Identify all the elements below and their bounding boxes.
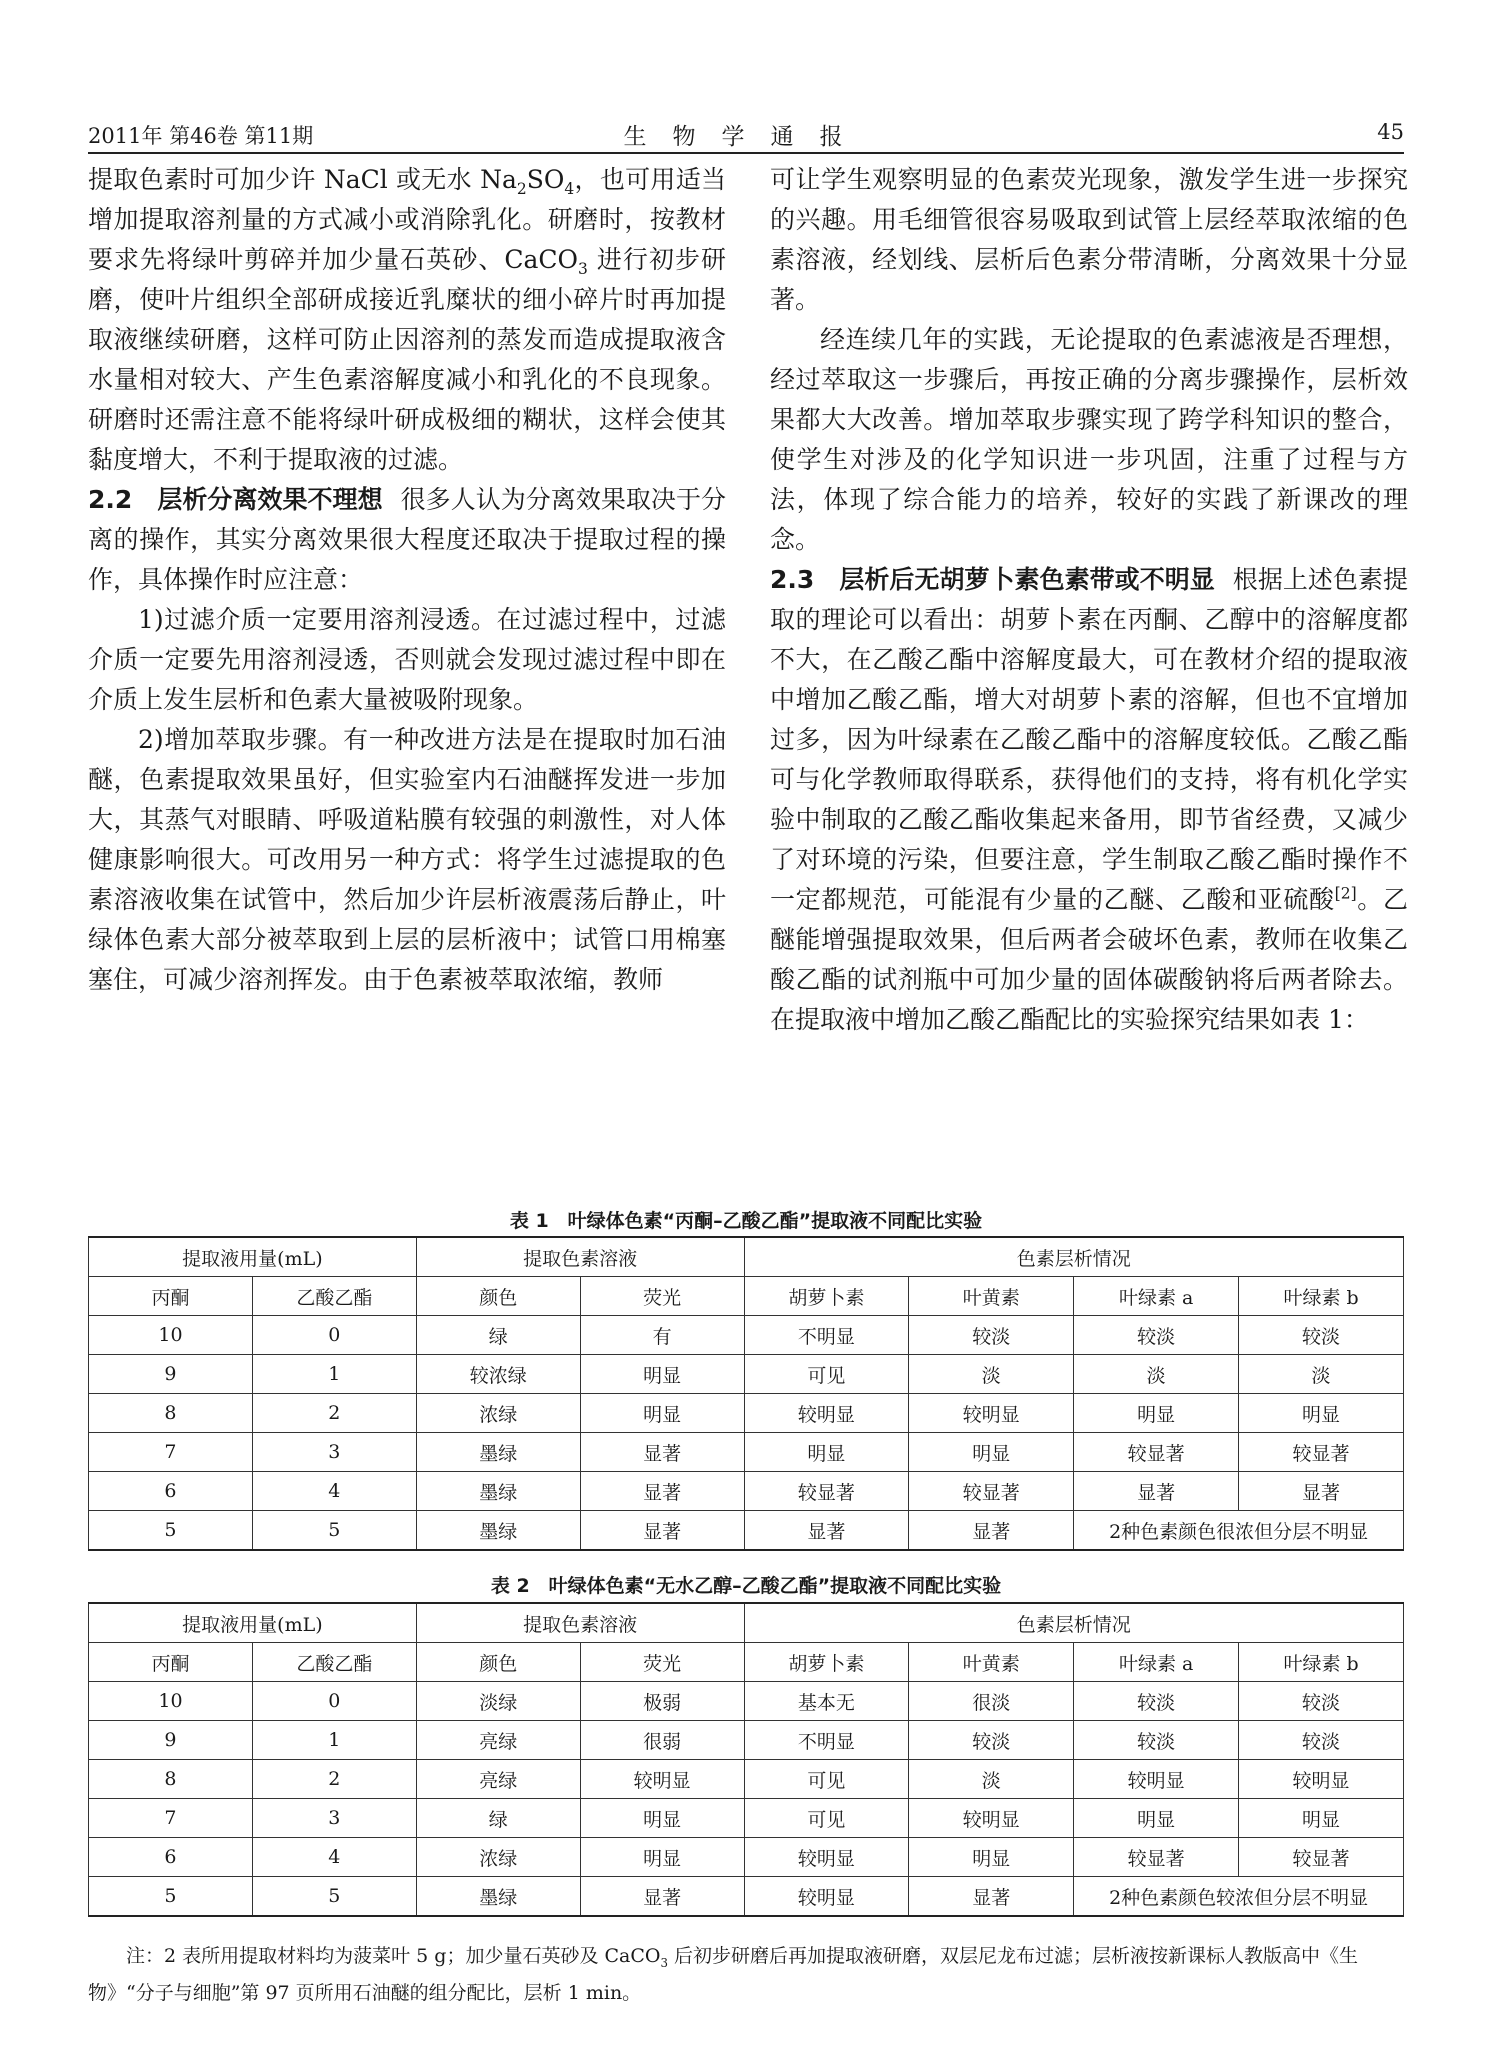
table-cell: 5 (252, 1511, 416, 1551)
column-header-cell: 丙酮 (89, 1643, 253, 1682)
table-cell: 6 (89, 1838, 253, 1877)
table-cell: 5 (89, 1511, 253, 1551)
group-header-cell: 提取液用量(mL) (89, 1237, 417, 1277)
table-cell: 不明显 (744, 1316, 909, 1355)
table-cell: 较淡 (1074, 1682, 1239, 1721)
table-cell: 淡 (1074, 1355, 1239, 1394)
column-header-cell: 乙酸乙酯 (252, 1277, 416, 1316)
subscript: 3 (660, 1955, 668, 1970)
table-row (89, 1760, 1404, 1799)
table-cell: 很弱 (580, 1721, 744, 1760)
table-cell: 明显 (580, 1355, 744, 1394)
table-cell: 明显 (909, 1838, 1074, 1877)
running-header (88, 116, 1404, 154)
paragraph-filter-medium: 1)过滤介质一定要用溶剂浸透。在过滤过程中，过滤介质一定要先用溶剂浸透，否则就会发现过滤过程中即在介质上发生层析和色素大量被吸附现象。 (88, 605, 726, 714)
text-run: 进行初步研磨，使叶片组织全部研成接近乳糜状的细小碎片时再加提取液继续研磨，这样可防止因溶剂的蒸发而造成提取液含水量相对较大、产生色素溶解度减小和乳化的不良现象。研磨时还需注意不能将绿叶研成极细的糊状，这样会使其黏度增大，不利于提取液的过滤。 (88, 245, 726, 474)
table-cell: 较淡 (1239, 1316, 1404, 1355)
text-run: 提取色素时可加少许 NaCl 或无水 Na (88, 165, 517, 194)
table-cell: 3 (252, 1799, 416, 1838)
table-cell: 4 (252, 1838, 416, 1877)
table-cell: 明显 (1074, 1799, 1239, 1838)
table-row (89, 1511, 1404, 1551)
table-cell: 1 (252, 1355, 416, 1394)
table-group-header-row (89, 1237, 1404, 1277)
table-cell: 较淡 (1074, 1316, 1239, 1355)
column-header-cell: 叶黄素 (909, 1643, 1074, 1682)
table-cell: 墨绿 (416, 1877, 580, 1917)
table-row (89, 1838, 1404, 1877)
column-header-cell: 乙酸乙酯 (252, 1643, 416, 1682)
journal-issue: 2011年 第46卷 第11期 (88, 124, 314, 148)
column-header-cell: 丙酮 (89, 1277, 253, 1316)
table-cell: 淡 (1239, 1355, 1404, 1394)
column-header-cell: 荧光 (580, 1277, 744, 1316)
table-cell: 可见 (744, 1799, 909, 1838)
table-cell: 7 (89, 1433, 253, 1472)
table-cell: 墨绿 (416, 1433, 580, 1472)
table-cell: 淡 (909, 1760, 1074, 1799)
table-column-header-row (89, 1277, 1404, 1316)
table-cell: 2种色素颜色很浓但分层不明显 (1074, 1511, 1404, 1551)
section-number: 2.2 (88, 485, 133, 514)
table-cell: 3 (252, 1433, 416, 1472)
table-cell: 2 (252, 1394, 416, 1433)
column-header-cell: 荧光 (580, 1643, 744, 1682)
table-cell: 较明显 (909, 1394, 1074, 1433)
table-column-header-row (89, 1643, 1404, 1682)
table-cell: 4 (252, 1472, 416, 1511)
column-header-cell: 颜色 (416, 1643, 580, 1682)
column-header-cell: 叶绿素 a (1074, 1643, 1239, 1682)
table-cell: 较明显 (744, 1394, 909, 1433)
table-cell: 较明显 (909, 1799, 1074, 1838)
table-cell: 明显 (1239, 1394, 1404, 1433)
table-cell: 显著 (580, 1433, 744, 1472)
text-run: ，也可用适当增加提取溶剂量的方式减小或消除乳化。研磨时，按教材要求先将绿叶剪碎并加少量石英砂、CaCO (88, 165, 726, 274)
table-1-caption: 表 1 叶绿体色素“丙酮–乙酸乙酯”提取液不同配比实验 (509, 1210, 983, 1232)
table-cell: 淡 (909, 1355, 1074, 1394)
group-header-cell: 提取色素溶液 (416, 1603, 744, 1643)
table-cell: 绿 (416, 1799, 580, 1838)
table-cell: 较显著 (1074, 1838, 1239, 1877)
table-cell: 墨绿 (416, 1472, 580, 1511)
column-header-cell: 叶绿素 b (1239, 1643, 1404, 1682)
table-cell: 9 (89, 1355, 253, 1394)
paragraph-fluorescence: 可让学生观察明显的色素荧光现象，激发学生进一步探究的兴趣。用毛细管很容易吸取到试管上层经萃取浓缩的色素溶液，经划线、层析后色素分带清晰，分离效果十分显著。 (770, 165, 1408, 314)
table-cell: 较淡 (1239, 1682, 1404, 1721)
group-header-cell: 提取色素溶液 (416, 1237, 744, 1277)
table-cell: 10 (89, 1316, 253, 1355)
table-cell: 明显 (744, 1433, 909, 1472)
table-cell: 5 (252, 1877, 416, 1917)
table-cell: 亮绿 (416, 1760, 580, 1799)
table-cell: 9 (89, 1721, 253, 1760)
section-text: 根据上述色素提取的理论可以看出：胡萝卜素在丙酮、乙醇中的溶解度都不大，在乙酸乙酯中溶解度最大，可在教材介绍的提取液中增加乙酸乙酯，增大对胡萝卜素的溶解，但也不宜增加过多，因为叶绿素在乙酸乙酯中的溶解度较低。乙酸乙酯可与化学教师取得联系，获得他们的支持，将有机化学实验中制取的乙酸乙酯收集起来备用，即节省经费，又减少了对环境的污染，但要注意，学生制取乙酸乙酯时操作不一定都规范，可能混有少量的乙醚、乙酸和亚硫酸 (770, 565, 1408, 914)
paragraph-extraction-step: 2)增加萃取步骤。有一种改进方法是在提取时加石油醚，色素提取效果虽好，但实验室内石油醚挥发进一步加大，其蒸气对眼睛、呼吸道粘膜有较强的刺激性，对人体健康影响很大。可改用另一种方式：将学生过滤提取的色素溶液收集在试管中，然后加少许层析液震荡后静止，叶绿体色素大部分被萃取到上层的层析液中；试管口用棉塞塞住，可减少溶剂挥发。由于色素被萃取浓缩，教师 (88, 725, 726, 994)
table-cell: 较明显 (744, 1838, 909, 1877)
table-cell: 6 (89, 1472, 253, 1511)
table-row (89, 1472, 1404, 1511)
subscript: 4 (564, 180, 575, 198)
table-cell: 很淡 (909, 1682, 1074, 1721)
paragraph-emulsion (88, 160, 726, 480)
table-cell: 较明显 (1239, 1760, 1404, 1799)
table-cell: 不明显 (744, 1721, 909, 1760)
table-cell: 明显 (1074, 1394, 1239, 1433)
group-header-cell: 色素层析情况 (744, 1603, 1404, 1643)
subscript: 3 (578, 260, 588, 278)
table-note (88, 1938, 1404, 2012)
table-cell: 较淡 (1239, 1721, 1404, 1760)
table-row (89, 1355, 1404, 1394)
table-cell: 明显 (580, 1799, 744, 1838)
table-cell: 浓绿 (416, 1838, 580, 1877)
table-cell: 较明显 (744, 1877, 909, 1917)
section-2-2 (88, 480, 726, 600)
table-cell: 明显 (1239, 1799, 1404, 1838)
table-cell: 较淡 (1074, 1721, 1239, 1760)
table-cell: 10 (89, 1682, 253, 1721)
table-2-caption: 表 2 叶绿体色素“无水乙醇–乙酸乙酯”提取液不同配比实验 (490, 1575, 1002, 1597)
table-cell: 较显著 (1239, 1433, 1404, 1472)
paragraph-practice: 经连续几年的实践，无论提取的色素滤液是否理想，经过萃取这一步骤后，再按正确的分离步骤操作，层析效果都大大改善。增加萃取步骤实现了跨学科知识的整合，使学生对涉及的化学知识进一步巩固，注重了过程与方法，体现了综合能力的培养，较好的实践了新课改的理念。 (770, 325, 1408, 554)
section-2-3 (770, 560, 1408, 1040)
section-title: 层析后无胡萝卜素色素带或不明显 (839, 565, 1215, 594)
table-cell: 显著 (1074, 1472, 1239, 1511)
table-cell: 亮绿 (416, 1721, 580, 1760)
table-cell: 显著 (909, 1511, 1074, 1551)
left-column (88, 160, 726, 1000)
table-row (89, 1721, 1404, 1760)
table-cell: 2种色素颜色较浓但分层不明显 (1074, 1877, 1404, 1917)
table-cell: 基本无 (744, 1682, 909, 1721)
table-row (89, 1799, 1404, 1838)
table-row (89, 1394, 1404, 1433)
table-row (89, 1877, 1404, 1917)
page-number: 45 (1377, 120, 1404, 144)
table-cell: 8 (89, 1760, 253, 1799)
column-header-cell: 叶绿素 b (1239, 1277, 1404, 1316)
column-header-cell: 胡萝卜素 (744, 1277, 909, 1316)
note-text: 后初步研磨后再加提取液研磨，双层尼龙布过滤；层析液按新课标人教版高中《生物》“分子与细胞”第 97 页所用石油醚的组分配比，层析 1 min。 (88, 1945, 1359, 2004)
right-column (770, 160, 1408, 1040)
table-cell: 较明显 (580, 1760, 744, 1799)
group-header-cell: 提取液用量(mL) (89, 1603, 417, 1643)
table-cell: 2 (252, 1760, 416, 1799)
table-cell: 7 (89, 1799, 253, 1838)
table-cell: 极弱 (580, 1682, 744, 1721)
table-cell: 显著 (580, 1472, 744, 1511)
table-cell: 显著 (580, 1877, 744, 1917)
table-cell: 绿 (416, 1316, 580, 1355)
table-cell: 0 (252, 1316, 416, 1355)
table-cell: 有 (580, 1316, 744, 1355)
table-cell: 5 (89, 1877, 253, 1917)
table-cell: 较显著 (1239, 1838, 1404, 1877)
table-cell: 较淡 (909, 1721, 1074, 1760)
table-2 (88, 1602, 1404, 1917)
table-cell: 显著 (909, 1877, 1074, 1917)
section-text: 很多人认为分离效果取决于分离的操作，其实分离效果很大程度还取决于提取过程的操作，具体操作时应注意： (88, 485, 726, 594)
note-text: 注：2 表所用提取材料均为菠菜叶 5 g；加少量石英砂及 CaCO (126, 1945, 661, 1967)
table-row (89, 1316, 1404, 1355)
table-cell: 0 (252, 1682, 416, 1721)
section-text: 。乙醚能增强提取效果，但后两者会破坏色素，教师在收集乙酸乙酯的试剂瓶中可加少量的固体碳酸钠将后两者除去。在提取液中增加乙酸乙酯配比的实验探究结果如表 1： (770, 885, 1408, 1034)
table-cell: 可见 (744, 1355, 909, 1394)
table-cell: 显著 (1239, 1472, 1404, 1511)
table-cell: 8 (89, 1394, 253, 1433)
table-1 (88, 1236, 1404, 1551)
subscript: 2 (516, 180, 527, 198)
column-header-cell: 胡萝卜素 (744, 1643, 909, 1682)
citation: [2] (1334, 884, 1357, 903)
section-number: 2.3 (770, 565, 815, 594)
table-cell: 明显 (909, 1433, 1074, 1472)
text-run: SO (526, 165, 565, 194)
table-cell: 浓绿 (416, 1394, 580, 1433)
column-header-cell: 叶黄素 (909, 1277, 1074, 1316)
table-cell: 显著 (744, 1511, 909, 1551)
table-cell: 明显 (580, 1838, 744, 1877)
table-cell: 明显 (580, 1394, 744, 1433)
table-cell: 较淡 (909, 1316, 1074, 1355)
table-cell: 墨绿 (416, 1511, 580, 1551)
table-cell: 淡绿 (416, 1682, 580, 1721)
table-row (89, 1433, 1404, 1472)
journal-name: 生物学通报 (623, 124, 869, 150)
table-cell: 较显著 (744, 1472, 909, 1511)
table-cell: 可见 (744, 1760, 909, 1799)
table-cell: 较浓绿 (416, 1355, 580, 1394)
table-cell: 较明显 (1074, 1760, 1239, 1799)
table-group-header-row (89, 1603, 1404, 1643)
table-cell: 显著 (580, 1511, 744, 1551)
table-cell: 较显著 (909, 1472, 1074, 1511)
column-header-cell: 叶绿素 a (1074, 1277, 1239, 1316)
table-cell: 1 (252, 1721, 416, 1760)
group-header-cell: 色素层析情况 (744, 1237, 1404, 1277)
column-header-cell: 颜色 (416, 1277, 580, 1316)
section-title: 层析分离效果不理想 (157, 485, 383, 514)
table-row (89, 1682, 1404, 1721)
table-cell: 较显著 (1074, 1433, 1239, 1472)
